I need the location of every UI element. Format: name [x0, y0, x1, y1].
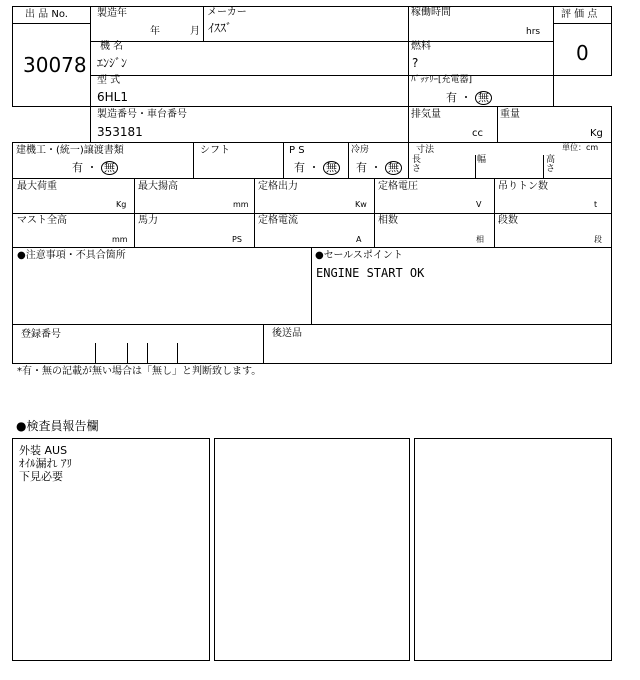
footnote: *有・無の記載が無い場合は「無し」と判断致します。	[17, 366, 262, 377]
lift-ton-label: 吊りトン数	[498, 181, 548, 192]
registration-label: 登録番号	[21, 329, 61, 340]
dims-unit-note: 単位：cm	[562, 143, 599, 152]
inspector-panel-3	[414, 438, 612, 661]
phases-label: 相数	[378, 215, 398, 226]
maker-value: ｲｽｽﾞ	[208, 21, 233, 35]
cooling-label: 冷房	[351, 145, 370, 155]
transfer-yes: 有	[72, 161, 83, 174]
transfer-dot: ・	[86, 161, 98, 174]
dims-height: 高さ	[546, 155, 556, 174]
rated-voltage-unit: V	[476, 200, 482, 209]
cooling-choice	[356, 161, 402, 175]
dims-length: 長さ	[412, 155, 422, 174]
transfer-docs-choice	[72, 161, 118, 175]
cooling-dot: ・	[370, 161, 382, 174]
horsepower-unit: PS	[232, 235, 242, 244]
registration-box	[12, 324, 612, 364]
ps-choice	[294, 161, 340, 175]
weight-label: 重量	[500, 109, 520, 120]
shift-label: シフト	[200, 145, 230, 156]
battery-label: ﾊﾞｯﾃﾘｰ[充電器]	[411, 75, 473, 85]
sales-value: ENGINE START OK	[316, 266, 425, 280]
rated-output-label: 定格出力	[258, 181, 298, 192]
sales-label: ●セールスポイント	[315, 250, 403, 261]
transfer-no-circled: 無	[101, 161, 118, 175]
stages-label: 段数	[498, 215, 518, 226]
fuel-value: ?	[412, 56, 419, 70]
inspector-line-1: 外装 AUS	[19, 444, 68, 457]
battery-dot: ・	[460, 91, 472, 104]
battery-no-circled: 無	[475, 91, 492, 105]
max-load-label: 最大荷重	[17, 181, 57, 192]
rated-current-unit: A	[356, 235, 362, 244]
month-unit: 月	[190, 26, 200, 37]
ps-label: P S	[289, 145, 305, 156]
model-name-label: 機 名	[100, 41, 124, 52]
year-label: 製造年	[97, 8, 127, 19]
weight-unit: Kg	[590, 128, 603, 139]
inspector-panel-2	[214, 438, 410, 661]
maker-label: メーカー	[207, 7, 247, 18]
serial-value: 353181	[97, 125, 143, 139]
battery-choice	[446, 91, 492, 105]
serial-label: 製造番号・車台番号	[97, 109, 187, 120]
lot-number-box	[12, 6, 91, 107]
stages-unit: 段	[594, 235, 602, 244]
rating-label: 評 価 点	[561, 9, 598, 20]
phases-unit: 相	[476, 235, 484, 244]
ps-yes: 有	[294, 161, 305, 174]
rated-output-unit: Kw	[355, 200, 367, 209]
horsepower-label: 馬力	[138, 215, 158, 226]
rated-current-label: 定格電流	[258, 215, 298, 226]
model-type-value: 6HL1	[97, 90, 128, 104]
lot-number-label: 出 品 No.	[25, 9, 68, 20]
lot-number-value: 30078	[23, 53, 87, 77]
battery-yes: 有	[446, 91, 457, 104]
max-lift-unit: mm	[233, 200, 249, 209]
notes-label: ●注意事項・不具合箇所	[17, 250, 126, 261]
hours-label: 稼働時間	[411, 7, 451, 18]
inspector-title: ●検査員報告欄	[16, 419, 99, 433]
max-lift-label: 最大揚高	[138, 181, 178, 192]
dims-label: 寸法	[416, 145, 435, 155]
inspector-line-3: 下見必要	[19, 470, 63, 483]
mast-height-label: マスト全高	[17, 215, 67, 226]
transfer-docs-label: 建機工・(統一)譲渡書類	[16, 145, 124, 156]
year-unit: 年	[150, 26, 160, 37]
rated-voltage-label: 定格電圧	[378, 181, 418, 192]
mast-height-unit: mm	[112, 235, 128, 244]
rating-value: 0	[576, 41, 589, 65]
specs-grid	[12, 142, 612, 248]
ps-dot: ・	[308, 161, 320, 174]
hours-unit: hrs	[526, 27, 541, 37]
ps-no-circled: 無	[323, 161, 340, 175]
cooling-no-circled: 無	[385, 161, 402, 175]
dims-width: 幅	[477, 155, 487, 165]
displacement-label: 排気量	[411, 109, 441, 120]
shipping-label: 後送品	[272, 328, 302, 339]
rating-box	[553, 6, 612, 76]
model-name-value: ｴﾝｼﾞﾝ	[97, 56, 128, 70]
fuel-label: 燃料	[411, 41, 431, 52]
displacement-unit: cc	[472, 128, 483, 139]
lift-ton-unit: t	[594, 200, 598, 209]
inspector-line-2: ｵｲﾙ漏れ ｱﾘ	[19, 457, 72, 470]
model-type-label: 型 式	[97, 75, 121, 86]
cooling-yes: 有	[356, 161, 367, 174]
max-load-unit: Kg	[116, 200, 127, 209]
